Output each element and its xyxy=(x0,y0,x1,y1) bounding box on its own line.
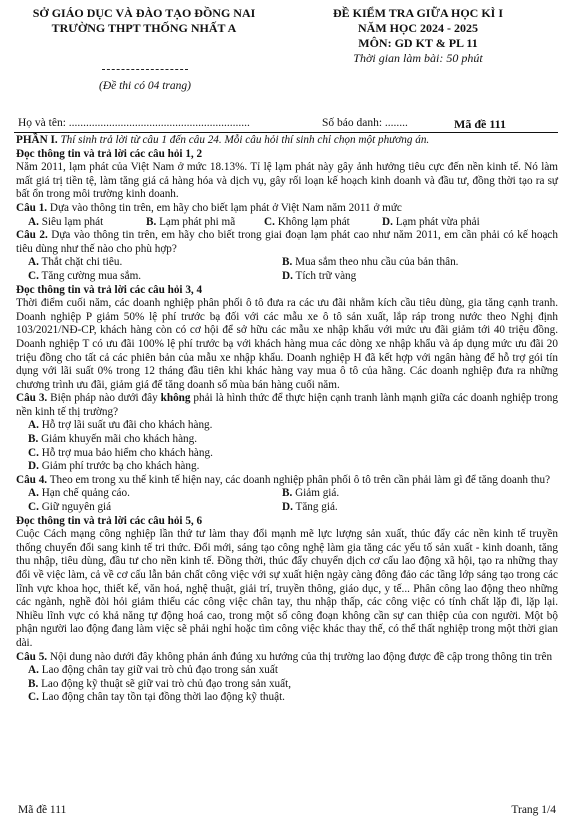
footer-exam-code: Mã đề 111 xyxy=(18,804,67,816)
option-c[interactable]: C. Giữ nguyên giá xyxy=(28,501,112,514)
question-2: Câu 2. Dựa vào thông tin trên, em hãy cho biết trong giai đoạn lạm phát cao như năm 2011, em cần phải có kế hoạch tiêu dùng như thế nào cho phù hợp? xyxy=(16,229,558,255)
option-a[interactable]: A. Thắt chặt chi tiêu. xyxy=(28,256,123,269)
option-d[interactable]: D. Lạm phát vừa phải xyxy=(382,215,480,228)
option-a[interactable]: A. Hạn chế quảng cáo. xyxy=(28,487,130,500)
passage-text: Thời điểm cuối năm, các doanh nghiệp phân phối ô tô đưa ra các ưu đãi nhằm kích cầu tiêu dùng, gia tăng cạnh tranh. Doanh nghiệp P giảm 50% lệ phí trước bạ đối với các mẫu xe ô tô sản xuất, lắp ráp trong nước theo Nghị định 103/2021/NĐ-CP, khách hàng còn có cơ hội để sở hữu các mẫu xe nhập khẩu với mức ưu đãi giảm tới 40 triệu đồng. Doanh nghiệp T có ưu đãi 100% lệ phí trước bạ với khách hàng mua các dòng xe nhập khẩu và áp dụng mức ưu đãi 20 triệu đồng cho tất cả các phiên bản của mẫu xe nhập khẩu. Doanh nghiệp H đã kết hợp với ngân hàng để hỗ trợ gói tín dụng với lãi suất 0% trong 12 tháng đầu tiên khi khác hàng vay mua ô tô của hãng. Các doanh nghiệp đưa ra những chương trình ưu đãi, giảm giá để tăng doanh số mùa bán hàng cuối năm. xyxy=(16,297,558,391)
header-left xyxy=(24,6,264,36)
passage-heading: Đọc thông tin và trả lời các câu hỏi 3, 4 xyxy=(16,283,203,296)
question-5: Câu 5. Nội dung nào dưới đây không phản ánh đúng xu hướng của thị trường lao động được đề cập trong thông tin trên xyxy=(16,650,553,663)
school-year: NĂM HỌC 2024 - 2025 xyxy=(358,21,478,35)
option-d[interactable]: D. Giảm phí trước bạ cho khách hàng. xyxy=(28,460,200,473)
question-4: Câu 4. Theo em trong xu thế kinh tế hiện nay, các doanh nghiệp phân phối ô tô trên cần phải làm gì để tăng doanh thu? xyxy=(16,473,551,486)
passage-heading: Đọc thông tin và trả lời các câu hỏi 1, 2 xyxy=(16,147,203,160)
option-a[interactable]: A. Lao động chân tay giữ vai trò chủ đạo trong sản xuất xyxy=(28,664,278,677)
exam-title: ĐỀ KIỂM TRA GIỮA HỌC KÌ I xyxy=(332,6,504,20)
pages-note: (Đề thi có 04 trang) xyxy=(99,80,191,92)
question-1: Câu 1. Dựa vào thông tin trên, em hãy cho biết lạm phát ở Việt Nam năm 2011 ở mức xyxy=(16,201,402,214)
school-name: TRƯỜNG THPT THỐNG NHẤT A xyxy=(51,21,237,35)
exam-time: Thời gian làm bài: 50 phút xyxy=(353,51,483,65)
question-4-options xyxy=(16,487,558,514)
exam-content xyxy=(16,134,558,705)
question-3-options xyxy=(16,419,558,473)
option-c[interactable]: C. Hỗ trợ mua bảo hiểm cho khách hàng. xyxy=(28,446,213,459)
option-b[interactable]: B. Mua sắm theo nhu cầu của bản thân. xyxy=(282,256,459,269)
option-d[interactable]: D. Tăng giá. xyxy=(282,501,338,514)
passage-text: Năm 2011, lạm phát của Việt Nam ở mức 18.13%. Tỉ lệ lạm phát này gây ảnh hưởng tiêu cực đến nền kinh tế. Nó làm mất giá trị tiền tệ, làm tăng giá cả hàng hóa và dịch vụ, gây rối loạn kế hoạch kinh doanh và đầu tư, đồng thời tạo ra sự bất ổn trong môi trường kinh doanh. xyxy=(16,161,558,201)
option-b[interactable]: B. Giảm khuyến mãi cho khách hàng. xyxy=(28,433,198,446)
option-b[interactable]: B. Lạm phát phi mã xyxy=(146,215,236,228)
header-right xyxy=(280,6,556,66)
subject: MÔN: GD KT & PL 11 xyxy=(358,36,478,50)
student-name-label: Họ và tên: ............................................................... xyxy=(18,117,250,129)
department-name: SỞ GIÁO DỤC VÀ ĐÀO TẠO ĐỒNG NAI xyxy=(32,6,256,20)
option-a[interactable]: A. Siêu lạm phát xyxy=(28,215,104,228)
option-b[interactable]: B. Lao động kỹ thuật sẽ giữ vai trò chủ đạo trong sản xuất, xyxy=(28,677,292,690)
footer-page-number: Trang 1/4 xyxy=(511,804,556,816)
passage-heading: Đọc thông tin và trả lời các câu hỏi 5, 6 xyxy=(16,514,203,527)
section-rule xyxy=(14,132,558,133)
question-2-options xyxy=(16,256,558,283)
question-5-options xyxy=(16,664,558,705)
exam-code: Mã đề 111 xyxy=(454,117,507,131)
option-b[interactable]: B. Giảm giá. xyxy=(282,487,340,500)
part-instruction: PHẦN I. Thí sinh trả lời từ câu 1 đến câu 24. Mỗi câu hỏi thí sinh chỉ chọn một phương án. xyxy=(16,134,430,146)
option-c[interactable]: C. Tăng cường mua sắm. xyxy=(28,269,142,282)
candidate-number-label: Số báo danh: ........ xyxy=(322,117,408,129)
option-a[interactable]: A. Hỗ trợ lãi suất ưu đãi cho khách hàng. xyxy=(28,419,213,432)
passage-text: Cuộc Cách mạng công nghiệp lần thứ tư làm thay đổi mạnh mẽ lực lượng sản xuất, thúc đẩy các nền kinh tế truyền thống chuyển đổi sang kinh tế tri thức. Đổi mới, sáng tạo công nghệ làm gia tăng các yếu tố sản xuất - kinh doanh, tăng thu nhập, tiêu dùng, đầu tư cho nền kinh tế. Đồng thời, thúc đẩy chuyển dịch cơ cấu lao động xã hội, tạo ra những thay đổi về việc làm, cả về cơ cấu lẫn bản chất công việc với sự xuất hiện ngày càng đông đảo các tầng lớp sáng tạo trong các lĩnh vực khoa học, thiết kế, văn hoá, nghệ thuật, giải trí, truyền thông, giáo dục, y tế... Phân công lao động theo những các ngành, nghề đòi hỏi giảm thiểu các công việc chân tay, thu nhập thấp, các công việc có tính chất lặp đi, lặp lại. Nhiều lĩnh vực có khả năng tự động hoá cao, trong một số công đoạn không cần sự can thiệp của con người. Một bộ phận người lao động đang làm việc sẽ phải nghỉ hoặc tìm công việc khác thay thế, có thể thất nghiệp trong một thời gian dài. xyxy=(16,528,558,649)
option-c[interactable]: C. Không lạm phát xyxy=(264,215,350,228)
header-divider xyxy=(102,69,188,70)
question-1-options xyxy=(16,216,558,230)
question-3: Câu 3. Biện pháp nào dưới đây không phải là hình thức để thực hiện cạnh tranh lành mạnh giữa các doanh nghiệp trong nền kinh tế thị trường? xyxy=(16,392,558,418)
option-d[interactable]: D. Tích trữ vàng xyxy=(282,269,357,282)
option-c[interactable]: C. Lao động chân tay tồn tại đồng thời lao động kỹ thuật. xyxy=(28,691,285,704)
